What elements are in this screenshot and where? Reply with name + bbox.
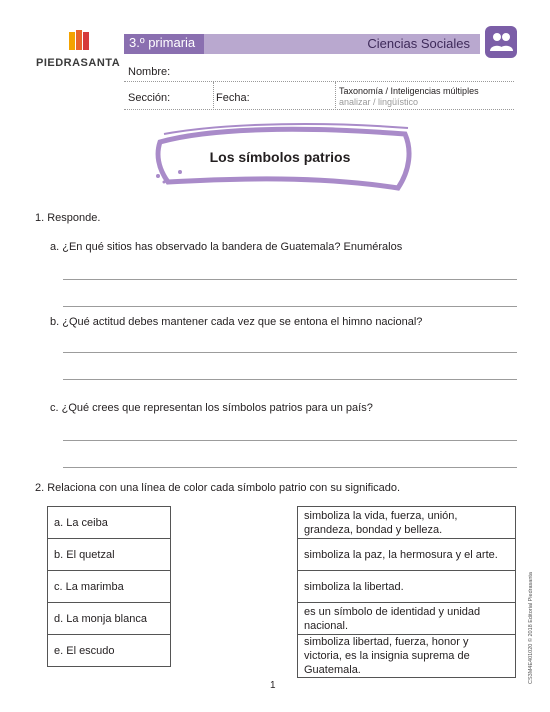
question-2-label: 2. Relaciona con una línea de color cada símbolo patrio con su significado.	[35, 482, 401, 494]
answer-line[interactable]	[63, 279, 517, 280]
question-1b: b. ¿Qué actitud debes mantener cada vez que se entona el himno nacional?	[50, 316, 423, 328]
meaning-cell[interactable]: simboliza la paz, la hermosura y el arte.	[298, 539, 516, 571]
symbol-cell[interactable]: a. La ceiba	[48, 507, 171, 539]
document-code: CS3M4E401020 © 2018 Editorial Piedrasanta	[528, 572, 534, 684]
answer-line[interactable]	[63, 306, 517, 307]
answer-line[interactable]	[63, 440, 517, 441]
question-1-label: 1. Responde.	[35, 212, 101, 224]
meaning-cell[interactable]: simboliza la vida, fuerza, unión, grandeza, bondad y belleza.	[298, 507, 516, 539]
symbol-cell[interactable]: b. El quetzal	[48, 539, 171, 571]
brand-logo	[36, 30, 122, 70]
page-number: 1	[270, 680, 276, 691]
symbol-cell[interactable]: c. La marimba	[48, 571, 171, 603]
taxonomy-label: Taxonomía / Inteligencias múltiples	[339, 86, 479, 96]
grade-label: 3.º primaria	[124, 34, 204, 54]
divider	[335, 82, 336, 110]
taxonomy-values: analizar / lingüístico	[339, 97, 419, 107]
meaning-cell[interactable]: es un símbolo de identidad y unidad nacional.	[298, 603, 516, 635]
answer-line[interactable]	[63, 379, 517, 380]
divider	[213, 82, 214, 110]
answer-line[interactable]	[63, 352, 517, 353]
symbols-table	[47, 506, 171, 667]
nombre-label: Nombre:	[128, 66, 171, 78]
fecha-label: Fecha:	[216, 92, 250, 104]
meaning-cell[interactable]: simboliza la libertad.	[298, 571, 516, 603]
brand-name: PIEDRASANTA	[36, 57, 121, 69]
book-logo-icon	[68, 30, 90, 52]
page-title: Los símbolos patrios	[209, 149, 351, 165]
meaning-cell[interactable]: simboliza libertad, fuerza, honor y victoria, es la insignia suprema de Guatemala.	[298, 635, 516, 678]
question-1a: a. ¿En qué sitios has observado la bandera de Guatemala? Enuméralos	[50, 241, 403, 253]
symbol-cell[interactable]: e. El escudo	[48, 635, 171, 667]
seccion-label: Sección:	[128, 92, 171, 104]
nombre-row	[124, 56, 514, 82]
meanings-table	[297, 506, 516, 678]
group-badge	[485, 26, 517, 58]
answer-line[interactable]	[63, 467, 517, 468]
question-1c: c. ¿Qué crees que representan los símbolos patrios para un país?	[50, 402, 373, 414]
subject-label: Ciencias Sociales	[367, 36, 470, 51]
symbol-cell[interactable]: d. La monja blanca	[48, 603, 171, 635]
people-icon	[485, 26, 517, 58]
